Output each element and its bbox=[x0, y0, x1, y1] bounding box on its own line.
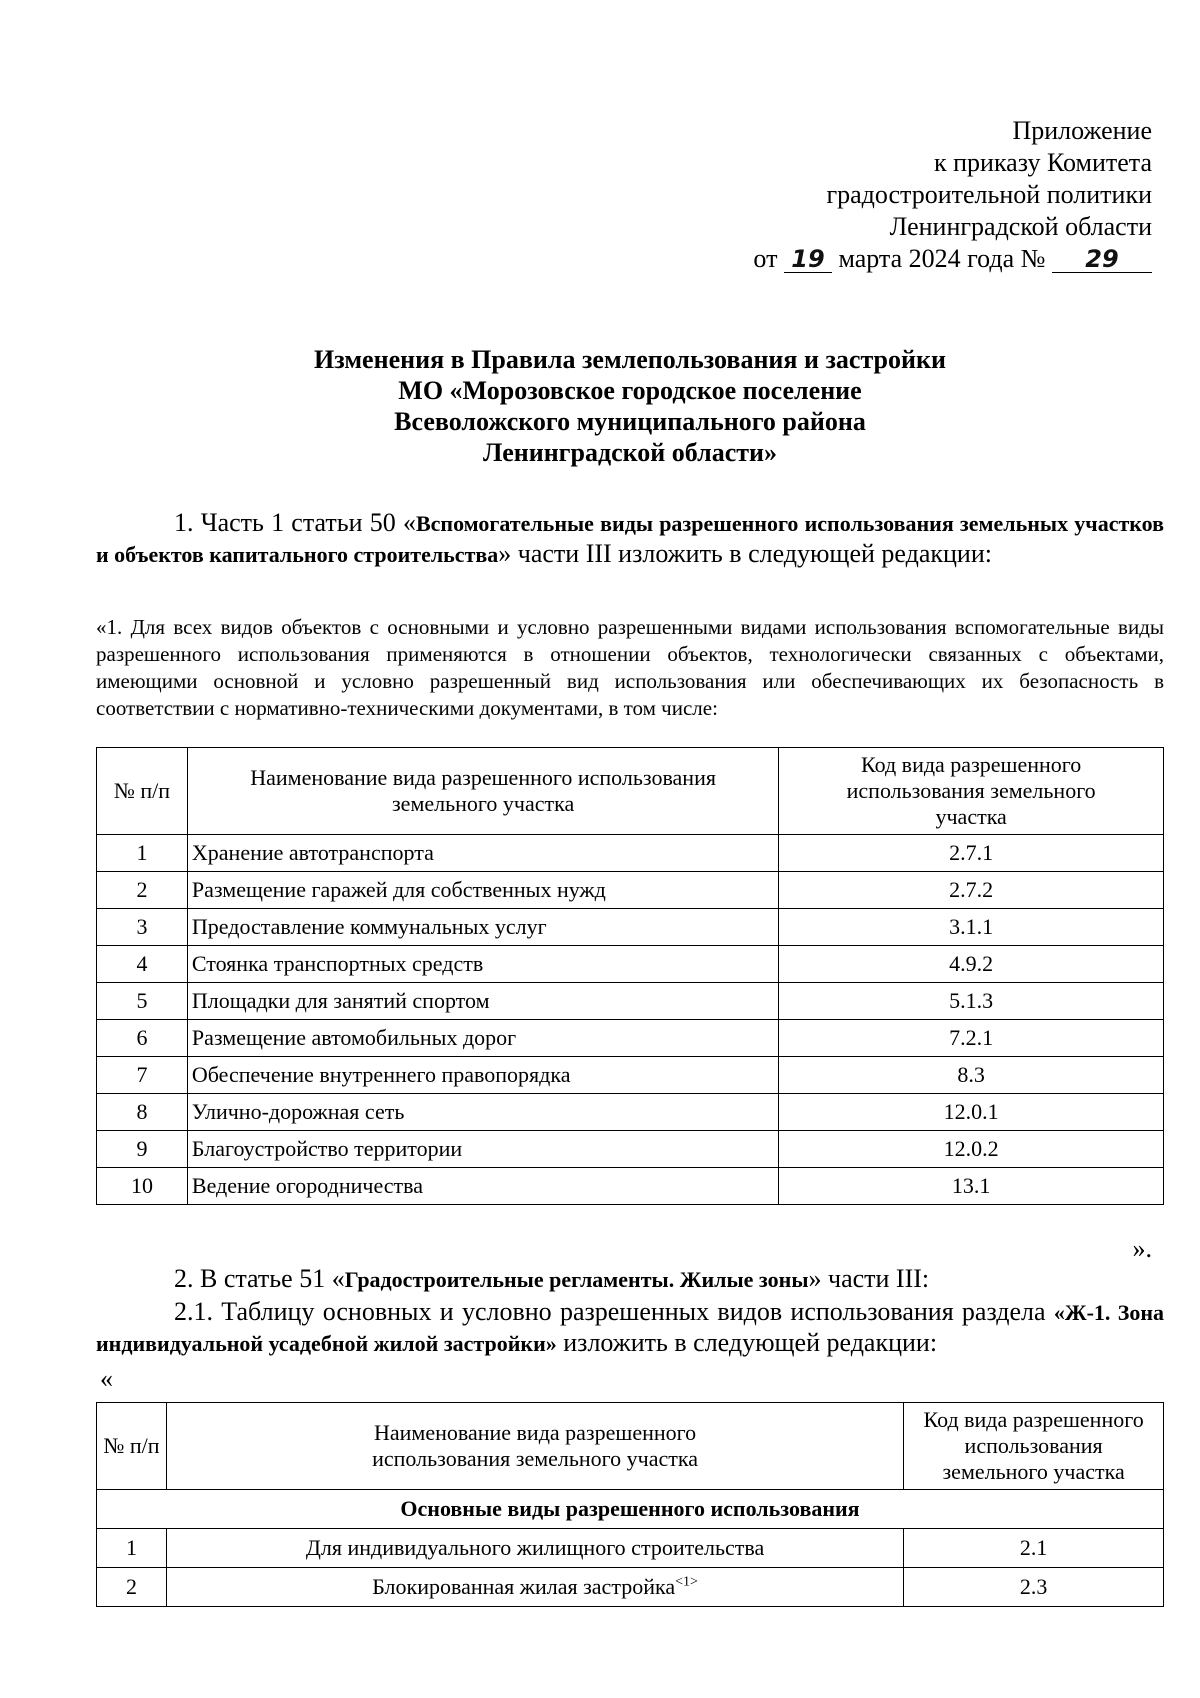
table-row bbox=[97, 1020, 1164, 1057]
annex-header bbox=[552, 115, 1152, 275]
item-2-1-bold-title: «Ж-1. Зона индивидуальной усадебной жилой застройки» bbox=[96, 1300, 1164, 1356]
table-row bbox=[97, 909, 1164, 946]
cell-name: Благоустройство территории bbox=[187, 1131, 778, 1168]
cell-code: 2.7.1 bbox=[779, 835, 1164, 872]
item-1-last: следующей редакции: bbox=[748, 539, 992, 568]
cell-name: Улично-дорожная сеть bbox=[187, 1094, 778, 1131]
item-2-tail: » части III: bbox=[808, 1264, 930, 1293]
item-1-lead: 1. Часть 1 статьи 50 « bbox=[174, 508, 416, 537]
date-prefix: от bbox=[753, 244, 778, 273]
table-section-row bbox=[97, 1490, 1164, 1529]
item-2-paragraph bbox=[96, 1264, 1164, 1295]
table-row bbox=[97, 1529, 1164, 1568]
cell-code: 13.1 bbox=[779, 1168, 1164, 1205]
cell-code: 2.1 bbox=[904, 1529, 1164, 1568]
opening-quote: « bbox=[100, 1364, 113, 1393]
cell-name: Обеспечение внутреннего правопорядка bbox=[187, 1057, 778, 1094]
title-line: Всеволожского муниципального района bbox=[394, 407, 866, 436]
date-middle: марта 2024 года № bbox=[838, 244, 1046, 273]
table-row bbox=[97, 1168, 1164, 1205]
cell-name bbox=[166, 1529, 903, 1568]
cell-num: 5 bbox=[97, 983, 188, 1020]
table-row bbox=[97, 946, 1164, 983]
header-code: Код вида разрешенного использования земельного участка bbox=[779, 748, 1164, 835]
header-code: Код вида разрешенного использования земельного участка bbox=[904, 1403, 1164, 1490]
annex-line: Ленинградской области bbox=[889, 212, 1152, 241]
cell-num: 10 bbox=[97, 1168, 188, 1205]
handwritten-day: 19 bbox=[784, 246, 832, 273]
item-1-paragraph bbox=[96, 508, 1164, 570]
item-2-1-paragraph bbox=[96, 1297, 1164, 1359]
document-title bbox=[96, 344, 1164, 468]
table-header-row bbox=[97, 748, 1164, 835]
cell-name: Размещение автомобильных дорог bbox=[187, 1020, 778, 1057]
annex-line: градостроительной политики bbox=[826, 180, 1152, 209]
title-line: Изменения в Правила землепользования и застройки bbox=[314, 345, 946, 374]
cell-num: 1 bbox=[97, 835, 188, 872]
cell-code: 2.3 bbox=[904, 1568, 1164, 1607]
annex-line: Приложение bbox=[1012, 116, 1152, 145]
cell-num: 8 bbox=[97, 1094, 188, 1131]
item-2-1-tail: изложить в следующей редакции: bbox=[556, 1328, 938, 1357]
header-name: Наименование вида разрешенного использования земельного участка bbox=[187, 748, 778, 835]
footnote-ref: <1> bbox=[675, 1574, 698, 1590]
title-line: МО «Морозовское городское поселение bbox=[398, 376, 862, 405]
table-row bbox=[97, 872, 1164, 909]
section-heading: Основные виды разрешенного использования bbox=[97, 1490, 1164, 1529]
cell-name bbox=[166, 1568, 903, 1607]
item-2-lead: 2. В статье 51 « bbox=[174, 1264, 345, 1293]
cell-name: Хранение автотранспорта bbox=[187, 835, 778, 872]
item-1-bold-title: Вспомогательные виды разрешенного использования земельных участков и объектов капитального строительства bbox=[96, 511, 1165, 567]
item-1-quoted-text: «1. Для всех видов объектов с основными и условно разрешенными видами использования вспомогательные виды разрешенного использования применяются в отношении объектов, технологически связанных с объектами, имеющими основной и условно разрешенный вид использования или обеспечивающих их безопасность в соответствии с нормативно-техническими документами, в том числе: bbox=[96, 615, 1164, 720]
cell-name: Площадки для занятий спортом bbox=[187, 983, 778, 1020]
cell-num: 7 bbox=[97, 1057, 188, 1094]
header-name: Наименование вида разрешенного использования земельного участка bbox=[166, 1403, 903, 1490]
header-num: № п/п bbox=[97, 1403, 167, 1490]
cell-num: 2 bbox=[97, 1568, 167, 1607]
cell-code: 12.0.2 bbox=[779, 1131, 1164, 1168]
cell-name: Предоставление коммунальных услуг bbox=[187, 909, 778, 946]
auxiliary-uses-table bbox=[96, 747, 1164, 1205]
annex-date-line bbox=[552, 243, 1152, 275]
table-row bbox=[97, 983, 1164, 1020]
table-row bbox=[97, 835, 1164, 872]
cell-name-text: Блокированная жилая застройка bbox=[372, 1574, 676, 1599]
cell-code: 3.1.1 bbox=[779, 909, 1164, 946]
item-2-1-lead: 2.1. Таблицу основных и условно разрешенных видов использования раздела bbox=[174, 1297, 1054, 1326]
handwritten-order-number: 29 bbox=[1052, 246, 1152, 273]
cell-code: 2.7.2 bbox=[779, 872, 1164, 909]
item-2-bold-title: Градостроительные регламенты. Жилые зоны bbox=[344, 1267, 809, 1292]
table-row bbox=[97, 1131, 1164, 1168]
cell-code: 8.3 bbox=[779, 1057, 1164, 1094]
cell-name-text: Для индивидуального жилищного строительства bbox=[305, 1535, 765, 1560]
cell-num: 1 bbox=[97, 1529, 167, 1568]
cell-num: 9 bbox=[97, 1131, 188, 1168]
cell-code: 7.2.1 bbox=[779, 1020, 1164, 1057]
cell-num: 3 bbox=[97, 909, 188, 946]
closing-quote: ». bbox=[1132, 1234, 1152, 1263]
cell-name: Ведение огородничества bbox=[187, 1168, 778, 1205]
cell-code: 4.9.2 bbox=[779, 946, 1164, 983]
table-row bbox=[97, 1568, 1164, 1607]
cell-num: 2 bbox=[97, 872, 188, 909]
annex-line: к приказу Комитета bbox=[933, 148, 1152, 177]
cell-code: 5.1.3 bbox=[779, 983, 1164, 1020]
item-1-tail: » части III изложить в bbox=[498, 539, 742, 568]
header-num: № п/п bbox=[97, 748, 188, 835]
zone-zh1-uses-table bbox=[96, 1402, 1164, 1607]
cell-num: 6 bbox=[97, 1020, 188, 1057]
cell-num: 4 bbox=[97, 946, 188, 983]
cell-code: 12.0.1 bbox=[779, 1094, 1164, 1131]
title-line: Ленинградской области» bbox=[483, 438, 777, 467]
cell-name: Размещение гаражей для собственных нужд bbox=[187, 872, 778, 909]
table-row bbox=[97, 1057, 1164, 1094]
table-row bbox=[97, 1094, 1164, 1131]
cell-name: Стоянка транспортных средств bbox=[187, 946, 778, 983]
table-header-row bbox=[97, 1403, 1164, 1490]
